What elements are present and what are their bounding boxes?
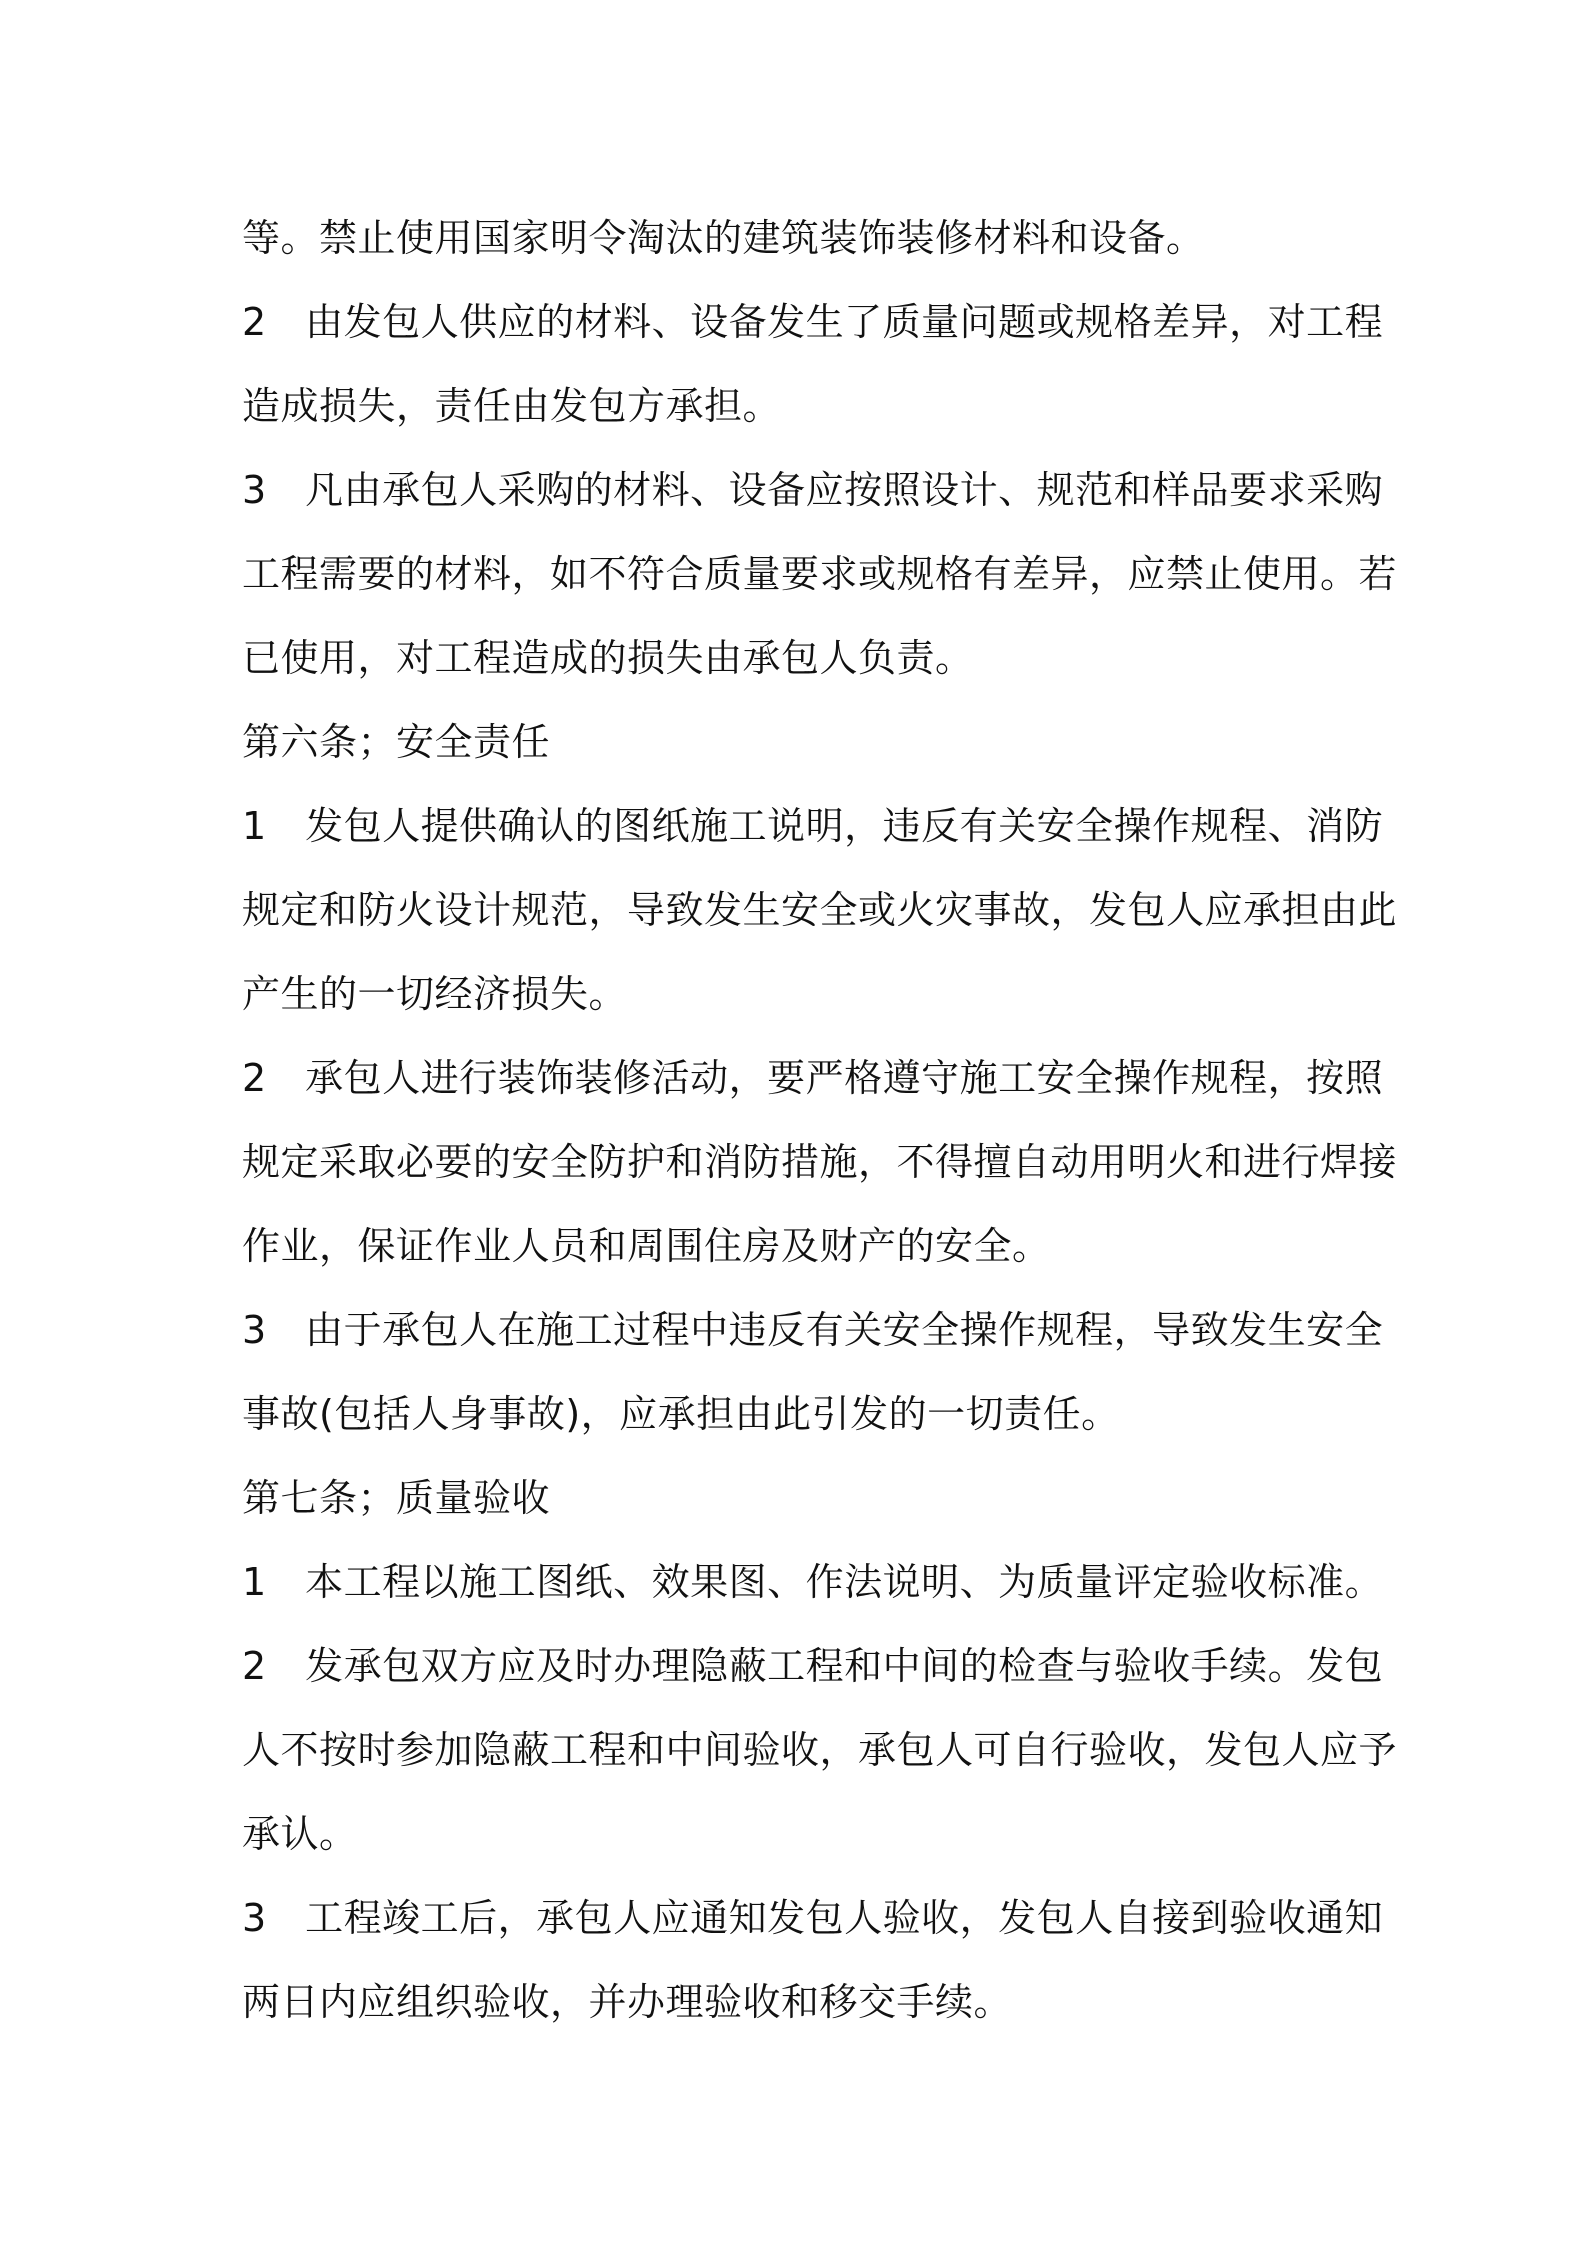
document-page bbox=[242, 196, 1398, 2044]
text-line: 2 承包人进行装饰装修活动，要严格遵守施工安全操作规程，按照 bbox=[242, 1056, 1384, 1100]
text-line: 两日内应组织验收，并办理验收和移交手续。 bbox=[242, 1980, 1013, 2024]
text-line: 1 发包人提供确认的图纸施工说明，违反有关安全操作规程、消防 bbox=[242, 804, 1384, 848]
text-line: 承认。 bbox=[242, 1812, 358, 1856]
text-line: 3 凡由承包人采购的材料、设备应按照设计、规范和样品要求采购 bbox=[242, 468, 1384, 512]
text-line: 工程需要的材料，如不符合质量要求或规格有差异，应禁止使用。若 bbox=[242, 552, 1398, 596]
text-line: 造成损失，责任由发包方承担。 bbox=[242, 384, 782, 428]
text-line: 产生的一切经济损失。 bbox=[242, 972, 628, 1016]
text-line: 1 本工程以施工图纸、效果图、作法说明、为质量评定验收标准。 bbox=[242, 1560, 1384, 1604]
section-heading: 第六条；安全责任 bbox=[242, 720, 551, 764]
text-line: 规定采取必要的安全防护和消防措施，不得擅自动用明火和进行焊接 bbox=[242, 1140, 1398, 1184]
text-line: 规定和防火设计规范，导致发生安全或火灾事故，发包人应承担由此 bbox=[242, 888, 1398, 932]
text-line: 已使用，对工程造成的损失由承包人负责。 bbox=[242, 636, 974, 680]
text-line: 2 由发包人供应的材料、设备发生了质量问题或规格差异，对工程 bbox=[242, 300, 1384, 344]
section-heading: 第七条；质量验收 bbox=[242, 1476, 551, 1520]
text-line: 人不按时参加隐蔽工程和中间验收，承包人可自行验收，发包人应予 bbox=[242, 1728, 1398, 1772]
text-line: 3 由于承包人在施工过程中违反有关安全操作规程，导致发生安全 bbox=[242, 1308, 1384, 1352]
text-line: 事故(包括人身事故)，应承担由此引发的一切责任。 bbox=[242, 1392, 1120, 1436]
text-line: 2 发承包双方应及时办理隐蔽工程和中间的检查与验收手续。发包 bbox=[242, 1644, 1384, 1688]
text-line: 3 工程竣工后，承包人应通知发包人验收，发包人自接到验收通知 bbox=[242, 1896, 1384, 1940]
text-line: 等。禁止使用国家明令淘汰的建筑装饰装修材料和设备。 bbox=[242, 216, 1205, 260]
text-line: 作业，保证作业人员和周围住房及财产的安全。 bbox=[242, 1224, 1051, 1268]
